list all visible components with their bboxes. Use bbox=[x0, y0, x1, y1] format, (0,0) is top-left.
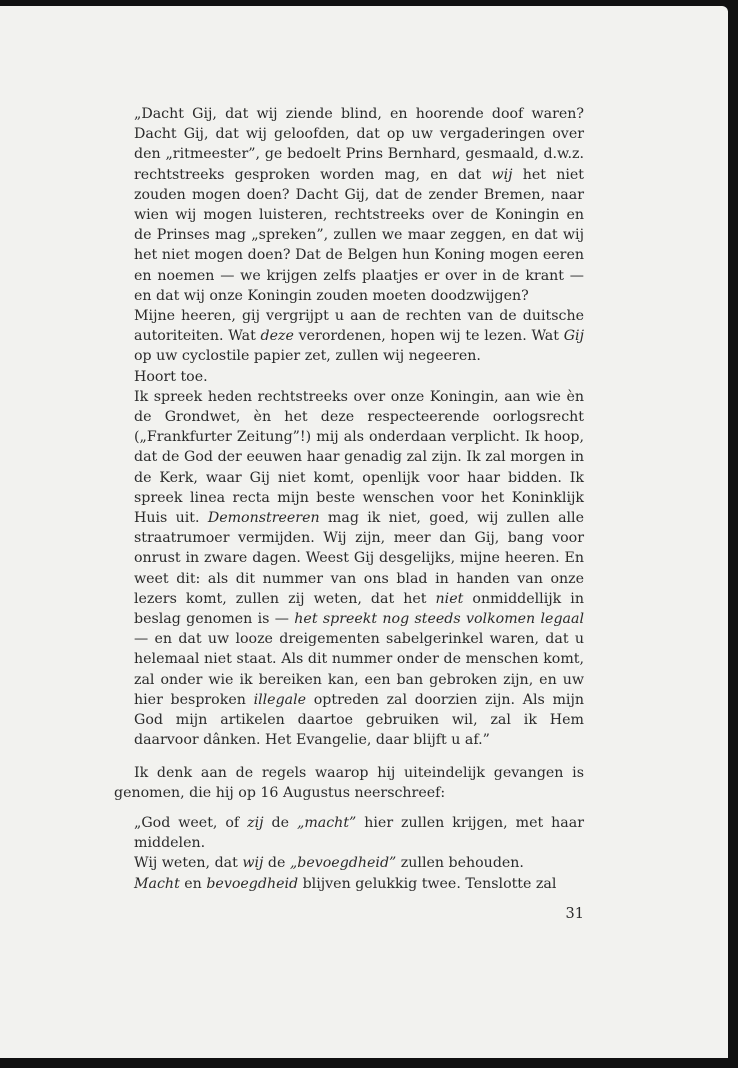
emphasis: het spreekt nog steeds volkomen legaal bbox=[294, 611, 584, 628]
text-run: de bbox=[263, 814, 297, 831]
text-run: „God weet, of bbox=[134, 814, 248, 831]
emphasis: Macht bbox=[134, 875, 180, 892]
text-run: optreden zal doorzien zijn. Als mijn God mijn artikelen daartoe gebruiken wil, zal ik Hem daarvoor dânken. Het Evangelie, daar blijft u af.” bbox=[134, 691, 584, 749]
text-run: Hoort toe. bbox=[134, 368, 208, 385]
text-run: — en dat uw looze dreigementen sabelgerinkel waren, dat u helemaal niet staat. Als dit nummer onder de menschen komt, zal onder wie ik bereiken kan, een ban gebroken zijn, en uw hier besproken bbox=[134, 631, 584, 708]
text-run: onmiddellijk in beslag genomen is — bbox=[134, 590, 584, 628]
paragraph-7 bbox=[134, 853, 584, 873]
quoted-lines bbox=[114, 813, 584, 894]
quoted-article bbox=[114, 104, 584, 751]
emphasis: „macht” bbox=[296, 814, 357, 831]
paragraph-6 bbox=[134, 813, 584, 853]
emphasis: bevoegdheid bbox=[206, 875, 299, 892]
text-run: blijven gelukkig twee. Tenslotte zal bbox=[298, 875, 557, 892]
text-run: verordenen, hopen wij te lezen. Wat bbox=[293, 328, 564, 345]
text-run: op uw cyclostile papier zet, zullen wij negeeren. bbox=[134, 348, 481, 365]
page-number: 31 bbox=[565, 906, 584, 922]
emphasis: zij bbox=[247, 814, 264, 831]
text-run: mag ik niet, goed, wij zullen alle straatrumoer vermijden. Wij zijn, meer dan Gij, bang voor onrust in zware dagen. Weest Gij desgelijks, mijne heeren. En weet dit: als dit nummer van ons blad in handen van onze lezers komt, zullen zij weten, dat het bbox=[134, 510, 584, 607]
scan-border bbox=[0, 1058, 738, 1068]
text-run: en bbox=[179, 875, 207, 892]
emphasis: niet bbox=[435, 590, 464, 607]
paragraph-3 bbox=[134, 367, 584, 387]
page-text bbox=[114, 104, 584, 894]
paragraph-4 bbox=[134, 387, 584, 751]
text-run: „Dacht Gij, dat wij ziende blind, en hoorende doof waren? Dacht Gij, dat wij geloofden, dat op uw vergaderingen over den „ritmeester”, ge bedoelt Prins Bernhard, gesmaald, d.w.z. rechtstreeks gesproken worden mag, en dat bbox=[134, 106, 584, 183]
text-run: Mijne heeren, gij vergrijpt u aan de rechten van de duitsche autoriteiten. Wat bbox=[134, 308, 584, 345]
text-run: hier zullen krijgen, met haar middelen. bbox=[134, 814, 584, 852]
emphasis: Gij bbox=[563, 328, 584, 345]
text-run: Ik denk aan de regels waarop hij uiteindelijk gevangen is genomen, die hij op 16 Augustus neerschreef: bbox=[114, 764, 584, 801]
text-run: Wij weten, dat bbox=[134, 855, 243, 872]
book-page bbox=[0, 6, 728, 1058]
emphasis: deze bbox=[260, 328, 294, 345]
paragraph-5 bbox=[114, 763, 584, 803]
emphasis: Demonstreeren bbox=[207, 510, 320, 527]
paragraph-1 bbox=[134, 104, 584, 306]
paragraph-8 bbox=[134, 874, 584, 894]
text-run: Ik spreek heden rechtstreeks over onze Koningin, aan wie èn de Grondwet, èn het deze respecteerende oorlogsrecht („Frankfurter Zeitung”!) mij als onderdaan verplicht. Ik hoop, dat de God der eeuwen haar genadig zal zijn. Ik zal morgen in de Kerk, waar Gij niet komt, openlijk voor haar bidden. Ik spreek linea recta mijn beste wenschen voor het Koninklijk Huis uit. bbox=[134, 388, 584, 527]
emphasis: wij bbox=[242, 855, 264, 872]
emphasis: wij bbox=[491, 166, 513, 183]
emphasis: „bevoegdheid” bbox=[289, 855, 397, 872]
emphasis: illegale bbox=[253, 691, 307, 708]
paragraph-2 bbox=[134, 306, 584, 367]
text-run: zullen behouden. bbox=[396, 855, 524, 872]
text-run: het niet zouden mogen doen? Dacht Gij, dat de zender Bremen, naar wien wij mogen luisteren, rechtstreeks over de Koningin en de Prinses mag „spreken”, zullen we maar zeggen, en dat wij het niet mogen doen? Dat de Belgen hun Koning mogen eeren en noemen — we krijgen zelfs plaatjes er over in de krant — en dat wij onze Koningin zouden moeten doodzwijgen? bbox=[134, 166, 584, 304]
text-run: de bbox=[263, 855, 290, 872]
